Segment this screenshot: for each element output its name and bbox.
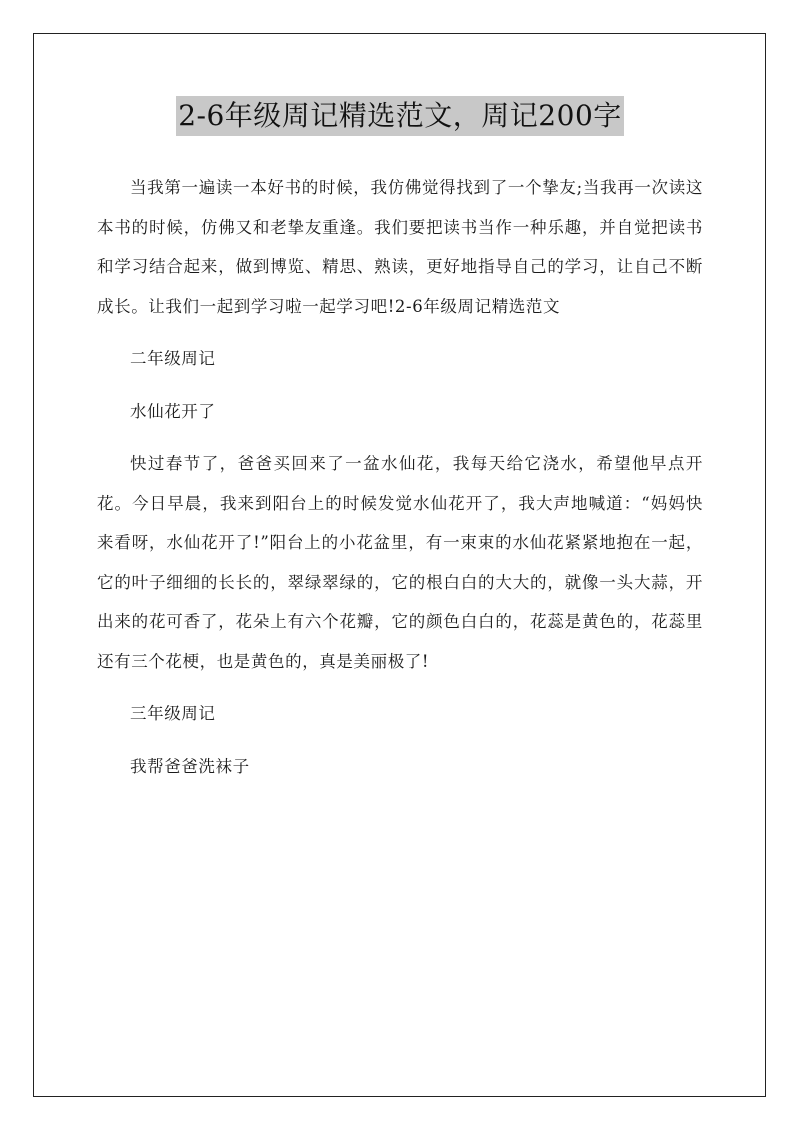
document-body: [97, 168, 703, 799]
essay-title-narcissus: 水仙花开了: [130, 401, 216, 421]
intro-paragraph: 当我第一遍读一本好书的时候，我仿佛觉得找到了一个挚友;当我再一次读这本书的时候，仿佛又和老挚友重逢。我们要把读书当作一种乐趣，并自觉把读书和学习结合起来，做到博览、精思、熟读，更好地指导自己的学习，让自己不断成长。让我们一起到学习啦一起学习吧!2-6年级周记精选范文: [97, 178, 703, 316]
essay-title-socks: 我帮爸爸洗袜子: [130, 756, 250, 776]
title-container: [0, 96, 800, 136]
section-heading-grade-3: 三年级周记: [130, 704, 216, 723]
document-title: 2-6年级周记精选范文，周记200字: [176, 96, 624, 136]
section-heading-grade-2: 二年级周记: [130, 349, 216, 368]
essay-paragraph-narcissus: 快过春节了，爸爸买回来了一盆水仙花，我每天给它浇水，希望他早点开花。今日早晨，我来到阳台上的时候发觉水仙花开了，我大声地喊道：“妈妈快来看呀，水仙花开了!”阳台上的小花盆里，有一束束的水仙花紧紧地抱在一起，它的叶子细细的长长的，翠绿翠绿的，它的根白白的大大的，就像一头大蒜，开出来的花可香了，花朵上有六个花瓣，它的颜色白白的，花蕊是黄色的，花蕊里还有三个花梗，也是黄色的，真是美丽极了!: [97, 454, 703, 671]
